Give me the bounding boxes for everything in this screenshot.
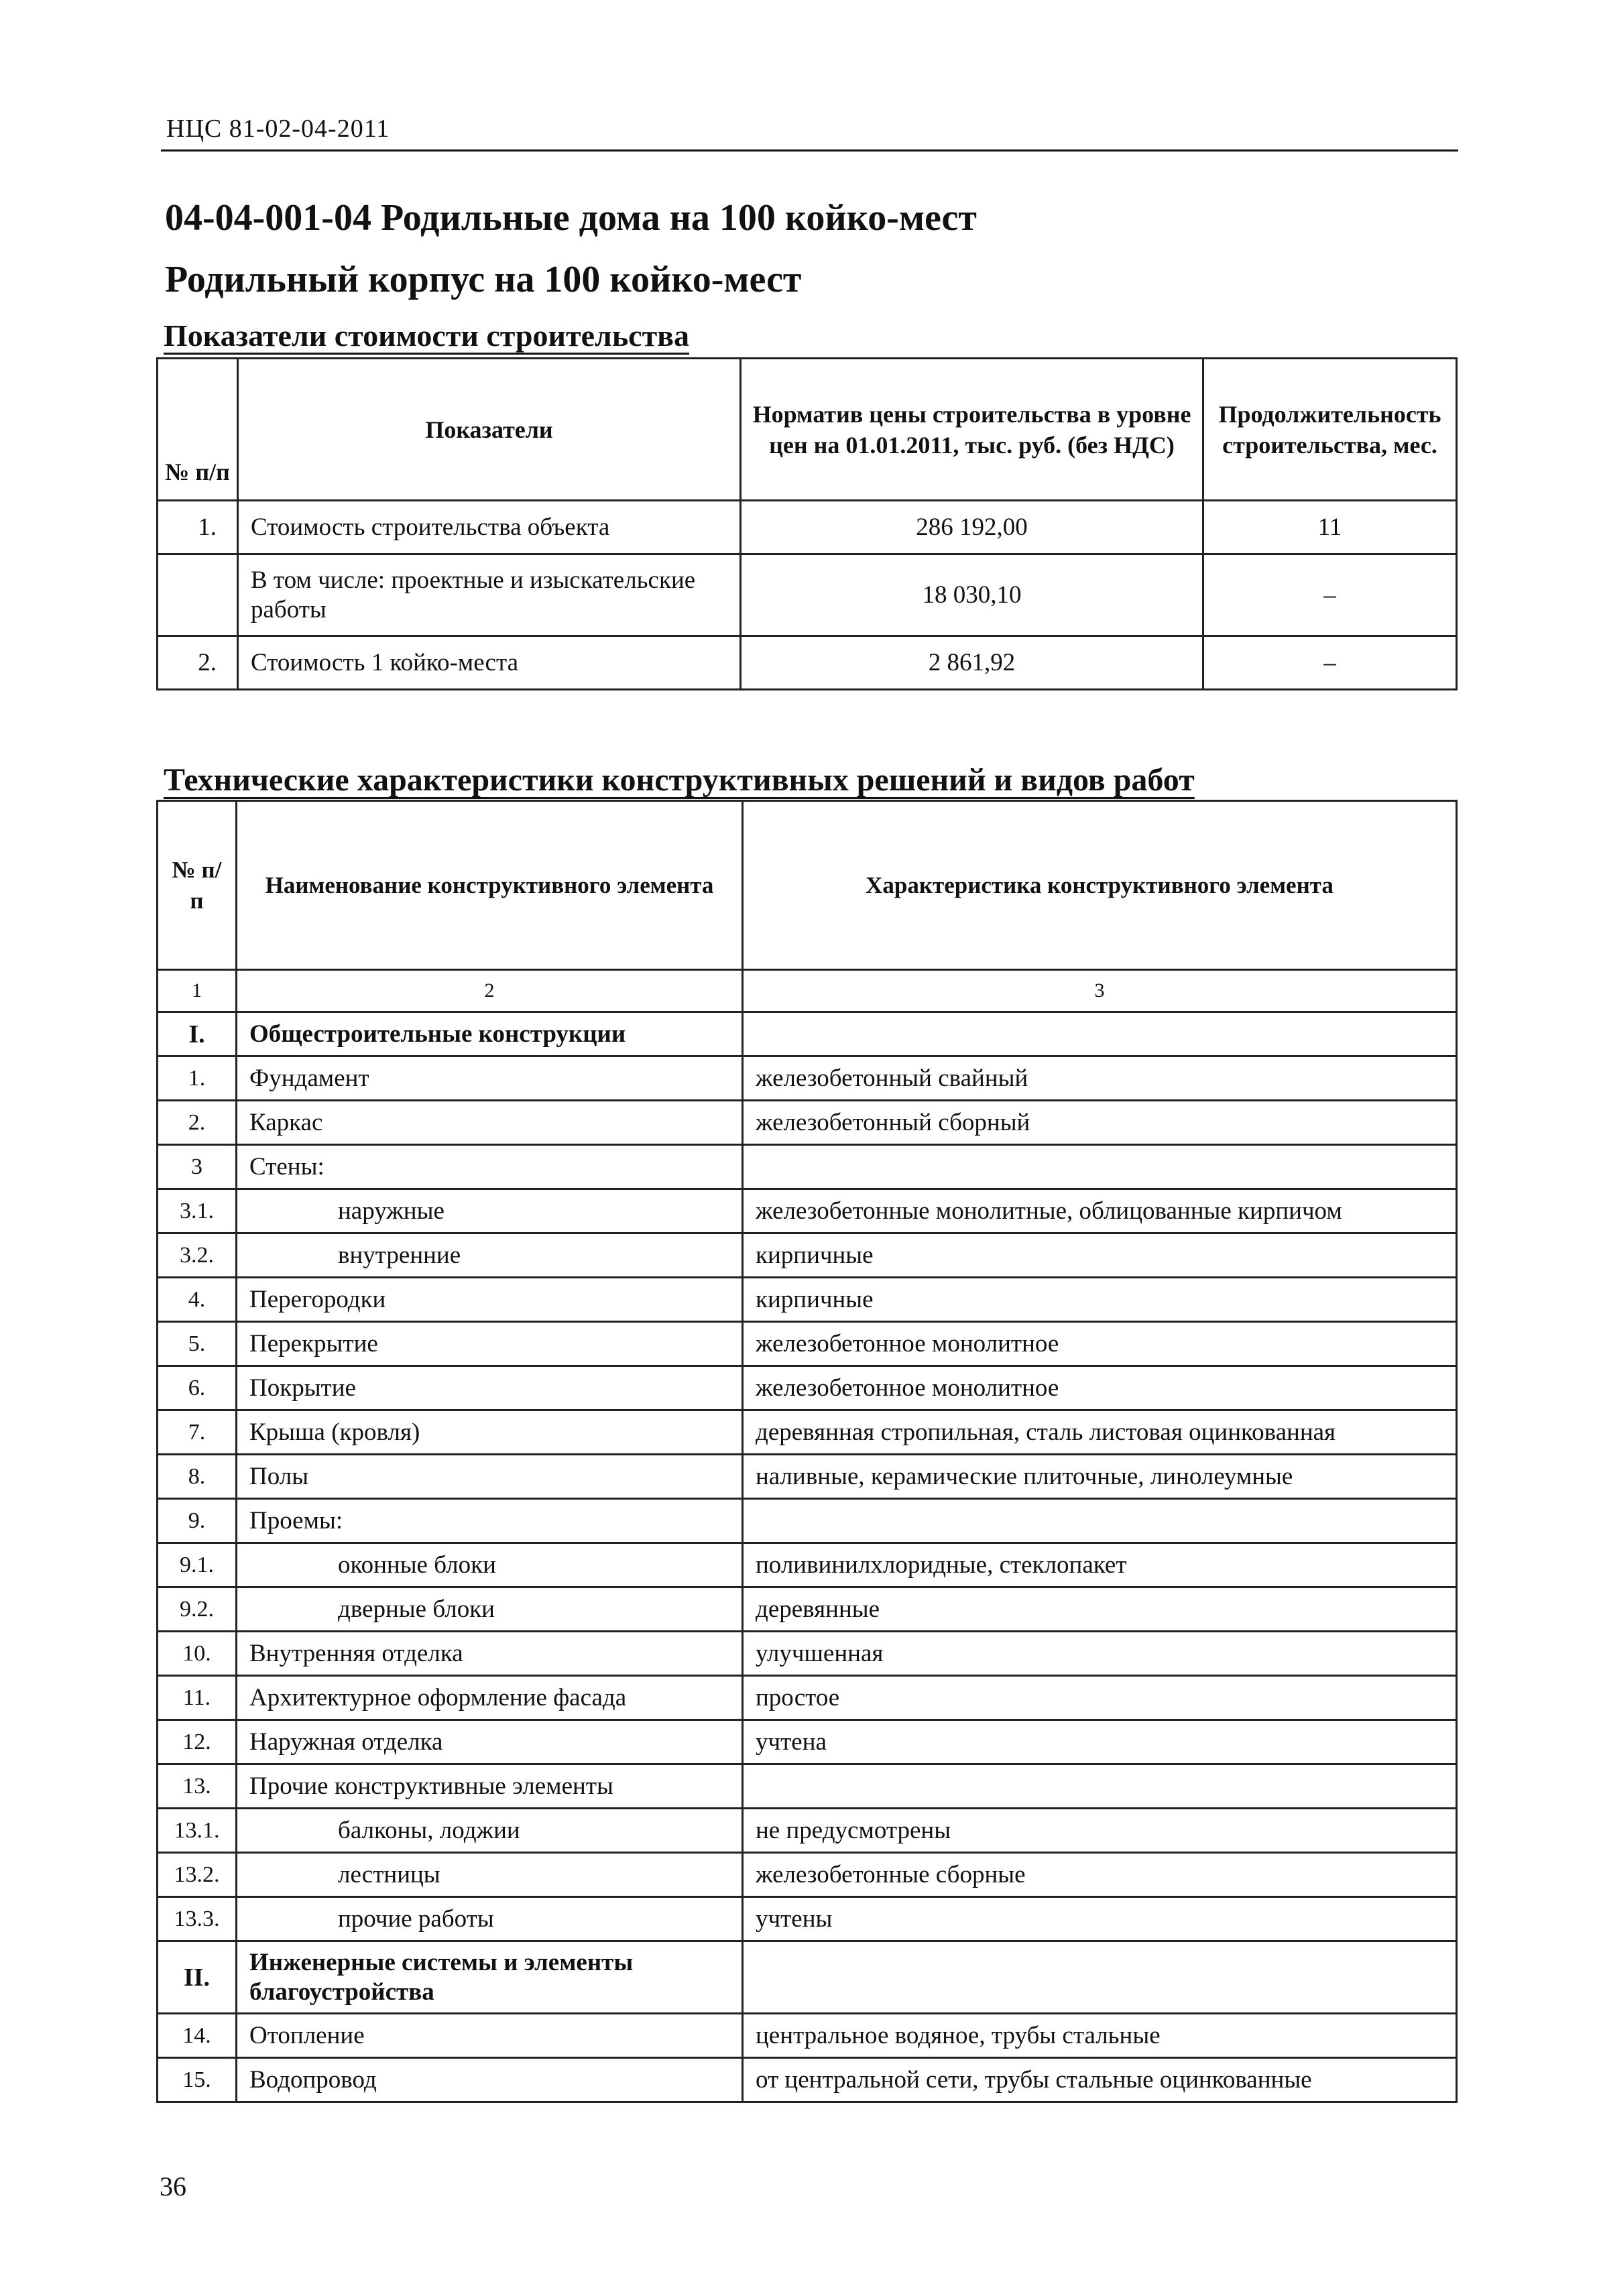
tech-row-value: кирпичные: [743, 1278, 1457, 1322]
tech-row-value: железобетонные монолитные, облицованные кирпичом: [743, 1189, 1457, 1233]
page-subtitle: Родильный корпус на 100 койко-мест: [165, 259, 802, 300]
tech-row-name: Прочие конструктивные элементы: [237, 1764, 743, 1809]
tech-row-num: 13.1.: [158, 1809, 237, 1853]
tech-row: [158, 1720, 1457, 1764]
cost-row-label: В том числе: проектные и изыскательские работы: [238, 554, 741, 636]
tech-row-num: 13.3.: [158, 1897, 237, 1941]
tech-row-value: [743, 1499, 1457, 1543]
tech-row-num: 14.: [158, 2014, 237, 2058]
tech-column-numbers-row: [158, 970, 1457, 1012]
tech-row-value: железобетонный свайный: [743, 1056, 1457, 1101]
tech-row-value: поливинилхлоридные, стеклопакет: [743, 1543, 1457, 1587]
tech-row-value: центральное водяное, трубы стальные: [743, 2014, 1457, 2058]
tech-row-name: Фундамент: [237, 1056, 743, 1101]
tech-section-title: Технические характеристики конструктивных решений и видов работ: [164, 762, 1195, 798]
page-number: 36: [160, 2171, 186, 2201]
tech-row: [158, 1322, 1457, 1366]
tech-row-name: Проемы:: [237, 1499, 743, 1543]
tech-row-num: 9.2.: [158, 1587, 237, 1632]
tech-row-name: Покрытие: [237, 1366, 743, 1410]
cost-header-num: № п/п: [158, 359, 238, 501]
tech-row: [158, 1455, 1457, 1499]
tech-row-num: 11.: [158, 1676, 237, 1720]
cost-header-row: [158, 359, 1457, 501]
cost-row: [158, 501, 1457, 554]
tech-header-row: [158, 801, 1457, 970]
tech-row-name: лестницы: [237, 1853, 743, 1897]
tech-row-name: дверные блоки: [237, 1587, 743, 1632]
tech-row-name: Полы: [237, 1455, 743, 1499]
tech-row: [158, 1410, 1457, 1455]
cost-row-value: 2 861,92: [741, 636, 1203, 690]
tech-row-num: 12.: [158, 1720, 237, 1764]
tech-row-name: Каркас: [237, 1101, 743, 1145]
tech-row: [158, 1056, 1457, 1101]
cost-row-duration: 11: [1203, 501, 1457, 554]
cost-row: [158, 636, 1457, 690]
tech-row-name: Водопровод: [237, 2058, 743, 2102]
tech-row-value: учтены: [743, 1897, 1457, 1941]
tech-row-num: 9.1.: [158, 1543, 237, 1587]
tech-row-name: Внутренняя отделка: [237, 1632, 743, 1676]
tech-row-name: Инженерные системы и элементы благоустройства: [237, 1941, 743, 2014]
tech-header-element: Наименование конструктивного элемента: [237, 801, 743, 970]
tech-row-num: 13.2.: [158, 1853, 237, 1897]
tech-row: [158, 1809, 1457, 1853]
tech-row-value: деревянные: [743, 1587, 1457, 1632]
tech-row-name: наружные: [237, 1189, 743, 1233]
tech-row-num: 3.1.: [158, 1189, 237, 1233]
tech-row-num: 1.: [158, 1056, 237, 1101]
tech-row: [158, 1233, 1457, 1278]
column-number: 3: [743, 970, 1457, 1012]
cost-row-value: 286 192,00: [741, 501, 1203, 554]
cost-row-label: Стоимость 1 койко-места: [238, 636, 741, 690]
tech-row-num: 5.: [158, 1322, 237, 1366]
tech-row-value: наливные, керамические плиточные, линолеумные: [743, 1455, 1457, 1499]
tech-row-num: 9.: [158, 1499, 237, 1543]
tech-row: [158, 1189, 1457, 1233]
tech-row-value: от центральной сети, трубы стальные оцинкованные: [743, 2058, 1457, 2102]
tech-row-value: [743, 1145, 1457, 1189]
tech-row-name: Отопление: [237, 2014, 743, 2058]
cost-row-num: 2.: [158, 636, 238, 690]
tech-row-value: простое: [743, 1676, 1457, 1720]
cost-row-num: [158, 554, 238, 636]
tech-row-name: Крыша (кровля): [237, 1410, 743, 1455]
cost-header-indicator: Показатели: [238, 359, 741, 501]
tech-row: [158, 1676, 1457, 1720]
cost-indicators-table: [156, 357, 1458, 690]
tech-row: [158, 1543, 1457, 1587]
tech-row: [158, 1101, 1457, 1145]
cost-section-title: Показатели стоимости строительства: [164, 318, 690, 353]
tech-row-num: 7.: [158, 1410, 237, 1455]
tech-row: [158, 1941, 1457, 2014]
cost-row: [158, 554, 1457, 636]
tech-row-num: II.: [158, 1941, 237, 2014]
tech-row-value: учтена: [743, 1720, 1457, 1764]
tech-row: [158, 1499, 1457, 1543]
tech-row-name: Наружная отделка: [237, 1720, 743, 1764]
tech-row: [158, 1145, 1457, 1189]
column-number: 2: [237, 970, 743, 1012]
tech-row: [158, 1278, 1457, 1322]
technical-characteristics-table: [156, 800, 1458, 2103]
tech-row-num: 13.: [158, 1764, 237, 1809]
tech-row-num: 3.2.: [158, 1233, 237, 1278]
tech-row-value: кирпичные: [743, 1233, 1457, 1278]
tech-row-value: не предусмотрены: [743, 1809, 1457, 1853]
tech-row-num: 4.: [158, 1278, 237, 1322]
tech-row-num: 15.: [158, 2058, 237, 2102]
tech-row-value: железобетонное монолитное: [743, 1322, 1457, 1366]
tech-row: [158, 1853, 1457, 1897]
tech-row: [158, 2058, 1457, 2102]
tech-row-value: улучшенная: [743, 1632, 1457, 1676]
cost-row-num: 1.: [158, 501, 238, 554]
tech-row: [158, 1764, 1457, 1809]
tech-row-value: деревянная стропильная, сталь листовая оцинкованная: [743, 1410, 1457, 1455]
header-rule: [161, 149, 1458, 152]
tech-row-name: Перекрытие: [237, 1322, 743, 1366]
tech-row: [158, 1366, 1457, 1410]
tech-row-num: I.: [158, 1012, 237, 1056]
cost-row-value: 18 030,10: [741, 554, 1203, 636]
tech-row-name: прочие работы: [237, 1897, 743, 1941]
tech-row-value: [743, 1012, 1457, 1056]
document-code: НЦС 81-02-04-2011: [166, 115, 390, 143]
cost-header-price: Норматив цены строительства в уровне цен на 01.01.2011, тыс. руб. (без НДС): [741, 359, 1203, 501]
cost-row-duration: –: [1203, 554, 1457, 636]
tech-row-name: оконные блоки: [237, 1543, 743, 1587]
tech-row-name: Перегородки: [237, 1278, 743, 1322]
tech-row: [158, 2014, 1457, 2058]
tech-row-num: 3: [158, 1145, 237, 1189]
page-title: 04-04-001-04 Родильные дома на 100 койко-мест: [165, 197, 977, 239]
tech-row-name: Архитектурное оформление фасада: [237, 1676, 743, 1720]
cost-row-duration: –: [1203, 636, 1457, 690]
tech-row-num: 6.: [158, 1366, 237, 1410]
tech-row-name: балконы, лоджии: [237, 1809, 743, 1853]
tech-row-num: 2.: [158, 1101, 237, 1145]
column-number: 1: [158, 970, 237, 1012]
tech-row-value: железобетонный сборный: [743, 1101, 1457, 1145]
tech-row-num: 8.: [158, 1455, 237, 1499]
tech-row-value: [743, 1764, 1457, 1809]
cost-header-duration: Продолжительность строительства, мес.: [1203, 359, 1457, 501]
tech-row-num: 10.: [158, 1632, 237, 1676]
tech-row-value: железобетонное монолитное: [743, 1366, 1457, 1410]
tech-row: [158, 1897, 1457, 1941]
tech-row-name: Стены:: [237, 1145, 743, 1189]
cost-row-label: Стоимость строительства объекта: [238, 501, 741, 554]
tech-header-characteristic: Характеристика конструктивного элемента: [743, 801, 1457, 970]
tech-row-value: [743, 1941, 1457, 2014]
tech-row-value: железобетонные сборные: [743, 1853, 1457, 1897]
tech-row-name: Общестроительные конструкции: [237, 1012, 743, 1056]
tech-row: [158, 1012, 1457, 1056]
tech-header-num: № п/п: [158, 801, 237, 970]
tech-row: [158, 1632, 1457, 1676]
tech-row-name: внутренние: [237, 1233, 743, 1278]
tech-row: [158, 1587, 1457, 1632]
